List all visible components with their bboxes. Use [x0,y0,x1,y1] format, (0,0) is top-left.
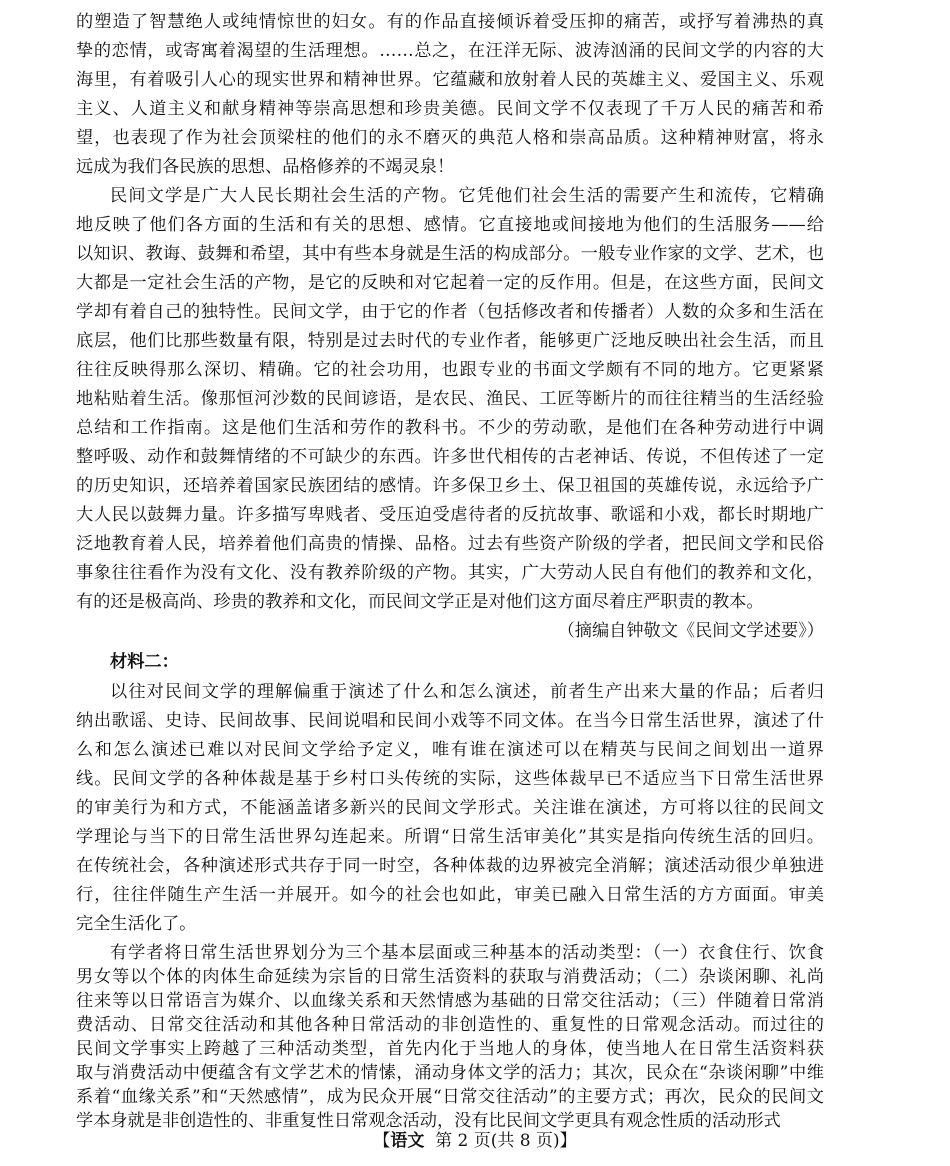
footer-subject: 语文 [390,1131,425,1151]
page-footer [0,1130,950,1152]
text-line: 以知识、教诲、鼓舞和希望，其中有些本身就是生活的构成部分。一般专业作家的文学、艺术，也 [76,244,824,264]
text-line: 地反映了他们各方面的生活和有关的思想、感情。它直接地或间接地为他们的生活服务——给 [76,215,824,235]
text-line: 在传统社会，各种演述形式共存于同一时空，各种体裁的边界被完全消解；演述活动很少单独进 [76,856,824,876]
text-line: 总结和工作指南。这是他们生活和劳作的教科书。不少的劳动歌，是他们在各种劳动进行中调 [76,418,824,438]
footer-left-bracket: 【 [373,1131,391,1151]
text-line: 以往对民间文学的理解偏重于演述了什么和怎么演述，前者生产出来大量的作品；后者归 [110,682,824,702]
text-line: 往来等以日常语言为媒介、以血缘关系和天然情感为基础的日常交往活动；（三）伴随着日常消 [76,991,824,1011]
text-line: 往往反映得那么深切、精确。它的社会功用，也跟专业的书面文学颇有不同的地方。它更紧紧 [76,360,824,380]
text-line: 男女等以个体的肉体生命延续为宗旨的日常生活资料的获取与消费活动；（二）杂谈闲聊、礼尚 [76,967,824,987]
text-line: 望，也表现了作为社会顶梁柱的他们的永不磨灭的典范人格和崇高品质。这种精神财富，将永 [76,128,824,148]
text-line: 事象往往看作为没有文化、没有教养阶级的产物。其实，广大劳动人民自有他们的教养和文化， [76,563,824,583]
text-line: 行，往往伴随生产生活一并展开。如今的社会也如此，审美已融入日常生活的方方面面。审美 [76,885,824,905]
text-line: 纳出歌谣、史诗、民间故事、民间说唱和民间小戏等不同文体。在当今日常生活世界，演述了什 [76,711,824,731]
text-line: 么和怎么演述已难以对民间文学给予定义，唯有谁在演述可以在精英与民间之间划出一道界 [76,740,824,760]
text-line: 费活动、日常交往活动和其他各种日常活动的非创造性的、重复性的日常观念活动。而过往的 [76,1015,824,1035]
source-citation: （摘编自钟敬文《民间文学述要》） [557,621,824,641]
text-line: 大人民以鼓舞力量。许多描写卑贱者、受压迫受虐待者的反抗故事、歌谣和小戏，都长时期地广 [76,505,824,525]
text-line: 民间文学是广大人民长期社会生活的产物。它凭他们社会生活的需要产生和流传，它精确 [110,186,824,206]
text-line: 学本身就是非创造性的、非重复性日常观念活动，没有比民间文学更具有观念性质的活动形式 [76,1111,781,1131]
text-line: 整呼吸、动作和鼓舞情绪的不可缺少的东西。许多世代相传的古老神话、传说，不但传述了一定 [76,447,824,467]
text-line: 远成为我们各民族的思想、品格修养的不竭灵泉！ [76,157,455,177]
text-line: 底层，他们比那些数量有限，特别是过去时代的专业作者，能够更广泛地反映出社会生活，而且 [76,331,824,351]
text-line: 完全生活化了。 [76,914,197,934]
text-line: 地粘贴着生活。像那恒河沙数的民间谚语，是农民、渔民、工匠等断片的而往往精当的生活经验 [76,389,824,409]
text-line: 主义、人道主义和献身精神等崇高思想和珍贵美德。民间文学不仅表现了千万人民的痛苦和希 [76,99,824,119]
section-heading: 材料二： [110,652,179,672]
text-line: 学却有着自己的独特性。民间文学，由于它的作者（包括修改者和传播者）人数的众多和生活在 [76,302,824,322]
text-line: 有的还是极高尚、珍贵的教养和文化，而民间文学正是对他们这方面尽着庄严职责的教本。 [76,592,764,612]
text-line: 学理论与当下的日常生活世界勾连起来。所谓“日常生活审美化”其实是指向传统生活的回归。 [76,827,824,847]
text-line: 挚的恋情，或寄寓着渴望的生活理想。……总之，在汪洋无际、波涛汹涌的民间文学的内容的大 [76,41,824,61]
text-line: 的审美行为和方式，不能涵盖诸多新兴的民间文学形式。关注谁在演述，方可将以往的民间文 [76,798,824,818]
footer-right-bracket: 】 [559,1131,577,1151]
text-line: 大都是一定社会生活的产物，是它的反映和对它起着一定的反作用。但是，在这些方面，民间文 [76,273,824,293]
text-line: 海里，有着吸引人心的现实世界和精神世界。它蕴藏和放射着人民的英雄主义、爱国主义、乐观 [76,70,824,90]
text-line: 系着“血缘关系”和“天然感情”，成为民众开展“日常交往活动”的主要方式；再次，民众的民间文 [76,1087,824,1107]
text-line: 取与消费活动中便蕴含有文学艺术的情愫，涌动身体文学的活力；其次，民众在“杂谈闲聊”中维 [76,1063,824,1083]
text-line: 的历史知识，还培养着国家民族团结的感情。许多保卫乡土、保卫祖国的英雄传说，永远给予广 [76,476,824,496]
text-line: 民间文学事实上跨越了三种活动类型，首先内化于当地人的身体，使当地人在日常生活资料获 [76,1039,824,1059]
text-line: 泛地教育着人民，培养着他们高贵的情操、品格。过去有些资产阶级的学者，把民间文学和民俗 [76,534,824,554]
text-line: 线。民间文学的各种体裁是基于乡村口头传统的实际，这些体裁早已不适应当下日常生活世界 [76,769,824,789]
footer-page-info: 第 2 页(共 8 页) [435,1131,560,1151]
text-line: 的塑造了智慧绝人或纯情惊世的妇女。有的作品直接倾诉着受压抑的痛苦，或抒写着沸热的真 [76,12,824,32]
text-line: 有学者将日常生活世界划分为三个基本层面或三种基本的活动类型：（一）衣食住行、饮食 [110,943,824,963]
